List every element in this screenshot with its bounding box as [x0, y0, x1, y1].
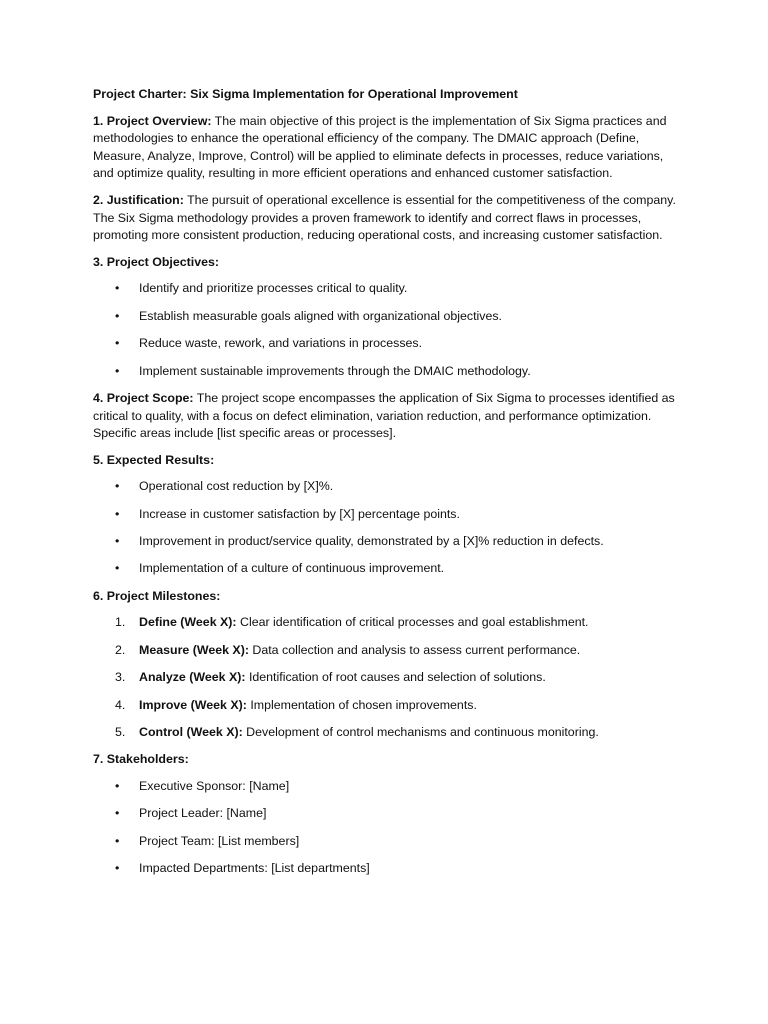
scope-text: The project scope encompasses the application of Six Sigma to processes identified as critical to quality, with a focus on defect elimination, variation reduction, and performance optimization. Specific areas include [list specific areas or processes].	[93, 390, 675, 441]
section-justification	[93, 192, 683, 245]
list-number: 4.	[115, 697, 126, 712]
document-title: Project Charter: Six Sigma Implementation for Operational Improvement	[93, 87, 518, 101]
bullet-marker: •	[115, 833, 120, 848]
objectives-list	[93, 280, 683, 380]
list-number: 5.	[115, 725, 126, 739]
list-item-text: Improvement in product/service quality, demonstrated by a [X]% reduction in defects.	[139, 534, 604, 549]
milestone-text: Identification of root causes and selection of solutions.	[245, 670, 546, 685]
overview-label: 1. Project Overview:	[93, 113, 212, 128]
stakeholders-list	[93, 778, 683, 878]
milestone-label: Improve (Week X):	[139, 697, 247, 712]
list-item-text: Implementation of a culture of continuous improvement.	[139, 561, 445, 576]
list-item-text: Project Team: [List members]	[139, 833, 300, 848]
results-heading: 5. Expected Results:	[93, 452, 215, 467]
bullet-marker: •	[115, 561, 120, 576]
list-item-text: Project Leader: [Name]	[139, 806, 267, 821]
justification-label: 2. Justification:	[93, 192, 184, 207]
bullet-marker: •	[115, 506, 120, 521]
document-page	[93, 86, 683, 888]
milestone-label: Measure (Week X):	[139, 642, 249, 657]
milestone-text: Clear identification of critical processes and goal establishment.	[236, 615, 589, 630]
bullet-marker: •	[115, 806, 120, 821]
stakeholders-heading: 7. Stakeholders:	[93, 752, 189, 767]
list-number: 1.	[115, 615, 126, 630]
milestone-label: Define (Week X):	[139, 615, 237, 630]
list-item	[93, 833, 683, 851]
bullet-marker: •	[115, 861, 120, 876]
bullet-marker: •	[115, 363, 120, 378]
list-item-text: Reduce waste, rework, and variations in processes.	[139, 336, 423, 351]
list-item	[93, 280, 683, 298]
bullet-marker: •	[115, 336, 120, 351]
list-item	[93, 506, 683, 524]
milestones-list	[93, 614, 683, 741]
bullet-marker: •	[115, 281, 120, 296]
overview-text: The main objective of this project is the implementation of Six Sigma practices and methodologies to enhance the operational efficiency of the company. The DMAIC approach (Define, Measure, Analyze, Improve, Control) will be applied to eliminate defects in processes, reduce variations, and optimize quality, resulting in more efficient operations and enhanced customer satisfaction.	[93, 113, 667, 181]
list-item-text: Impacted Departments: [List departments]	[139, 861, 370, 876]
milestone-item	[93, 614, 683, 632]
list-item	[93, 478, 683, 496]
scope-label: 4. Project Scope:	[93, 390, 194, 405]
milestone-text: Data collection and analysis to assess current performance.	[248, 642, 581, 657]
list-item	[93, 308, 683, 326]
milestone-item	[93, 697, 683, 715]
list-item	[93, 805, 683, 823]
milestone-item	[93, 669, 683, 687]
list-item-text: Establish measurable goals aligned with organizational objectives.	[139, 308, 502, 323]
list-number: 2.	[115, 642, 126, 657]
list-number: 3.	[115, 670, 126, 685]
milestones-heading: 6. Project Milestones:	[93, 588, 221, 603]
list-item-text: Increase in customer satisfaction by [X] percentage points.	[139, 506, 460, 521]
milestone-label: Analyze (Week X):	[139, 670, 246, 685]
bullet-marker: •	[115, 308, 120, 323]
list-item-text: Identify and prioritize processes critical to quality.	[139, 281, 408, 296]
objectives-heading: 3. Project Objectives:	[93, 254, 220, 269]
list-item-text: Implement sustainable improvements through the DMAIC methodology.	[139, 363, 531, 378]
list-item	[93, 860, 683, 878]
milestone-item	[93, 642, 683, 660]
list-item	[93, 533, 683, 551]
bullet-marker: •	[115, 479, 120, 494]
bullet-marker: •	[115, 778, 120, 793]
list-item	[93, 560, 683, 578]
justification-text: The pursuit of operational excellence is essential for the competitiveness of the company. The Six Sigma methodology provides a proven framework to identify and correct flaws in processes, promoting more consistent production, reducing operational costs, and increasing customer satisfaction.	[93, 192, 676, 243]
list-item	[93, 363, 683, 381]
milestone-item	[93, 724, 683, 742]
results-list	[93, 478, 683, 578]
list-item	[93, 778, 683, 796]
section-project-scope	[93, 390, 683, 443]
milestone-text: Implementation of chosen improvements.	[246, 697, 477, 712]
bullet-marker: •	[115, 534, 120, 549]
list-item-text: Operational cost reduction by [X]%.	[139, 479, 334, 494]
list-item	[93, 335, 683, 353]
section-project-overview	[93, 113, 683, 183]
milestone-label: Control (Week X):	[139, 725, 243, 739]
milestone-text: Development of control mechanisms and continuous monitoring.	[242, 725, 599, 739]
list-item-text: Executive Sponsor: [Name]	[139, 778, 290, 793]
